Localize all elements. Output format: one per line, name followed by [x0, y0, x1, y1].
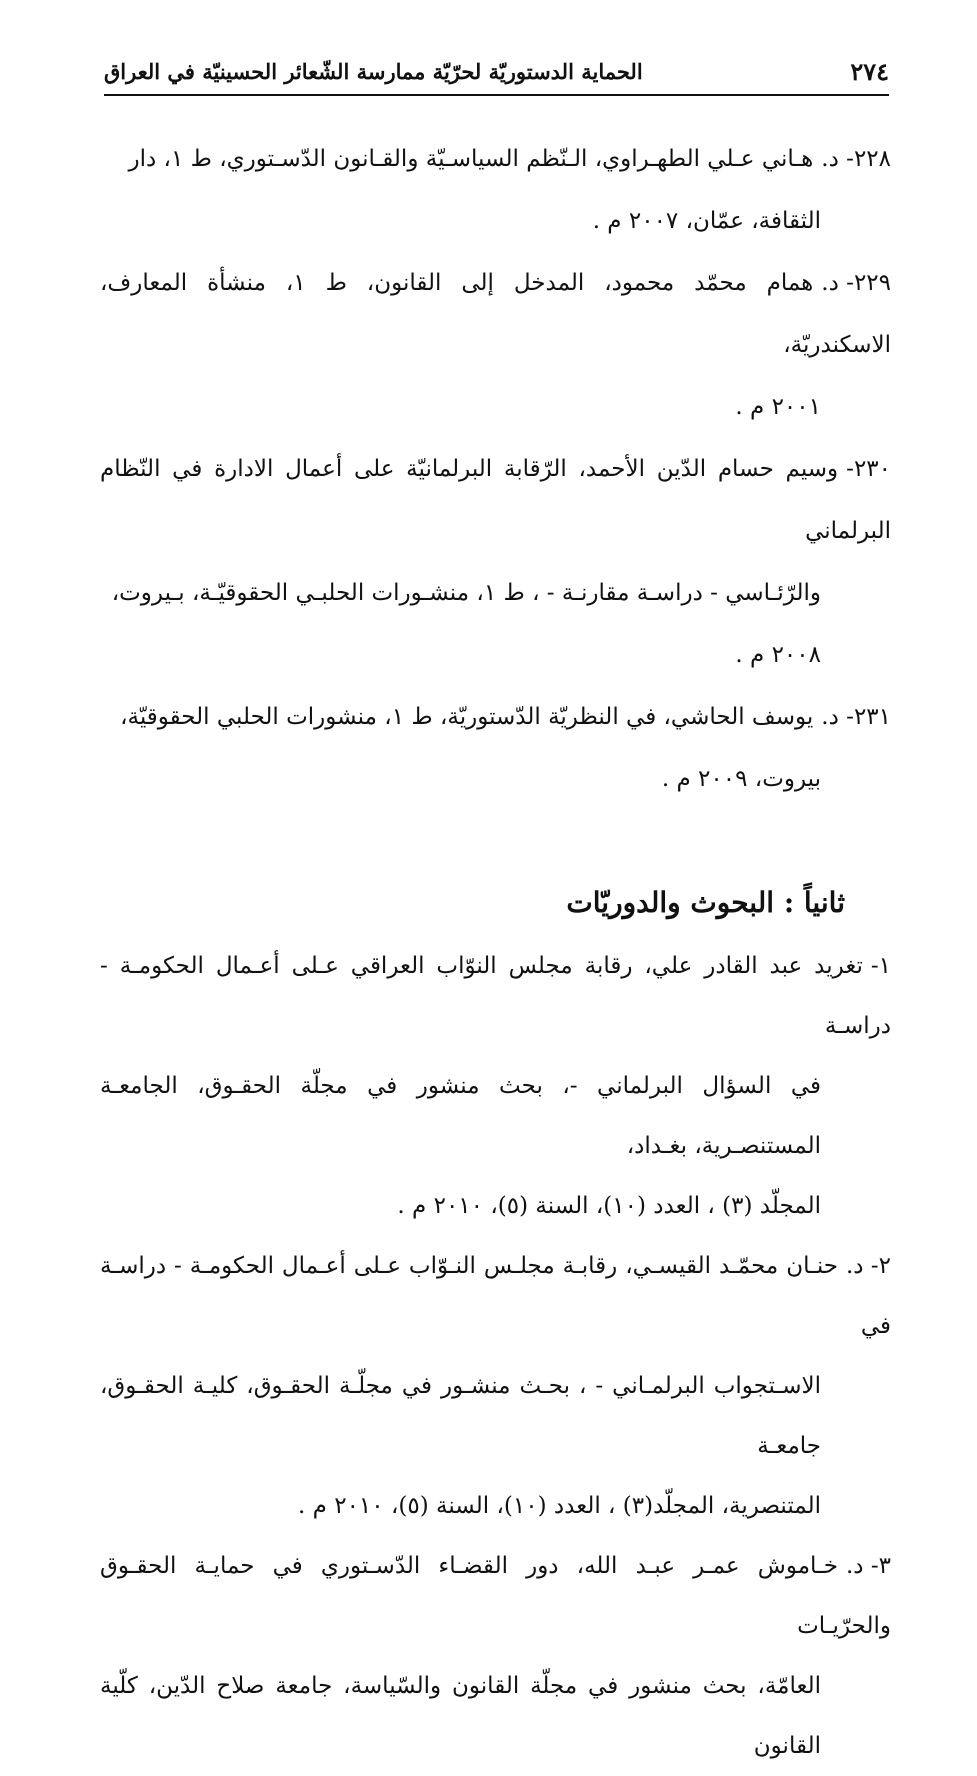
article-continuation: المجلّد (٣) ، العدد (١٠)، السنة (٥)، ٢٠١٠ م .: [397, 1193, 821, 1219]
article-text: تغريد عبد القادر علي، رقابة مجلس النوّاب العراقي عـلى أعـمال الحكومـة - دراسـة: [100, 953, 891, 1039]
reference-line: [100, 128, 891, 190]
reference-line: [100, 686, 891, 748]
section-heading: ثانياً : البحوث والدوريّات: [566, 886, 845, 919]
article-2: [100, 1236, 891, 1536]
running-header: [104, 48, 889, 96]
article-continuation: الاسـتجواب البرلمـاني - ، بحـث منشـور في مجلّـة الحقـوق، كليـة الحقـوق، جامعـة: [100, 1373, 821, 1459]
page-number: ٢٧٤: [850, 56, 889, 86]
reference-text: يوسف الحاشي، في النظريّة الدّستوريّة، ط ١، منشورات الحلبي الحقوقيّة،: [120, 704, 814, 730]
article-line: [100, 936, 891, 1056]
running-header-title: الحماية الدستوريّة لحرّيّة ممارسة الشّعائر الحسينيّة في العراق: [104, 58, 643, 84]
reference-number: ٢٢٨- د.: [821, 146, 891, 172]
reference-line: [100, 438, 891, 562]
article-text: خـاموش عمـر عبـد الله، دور القضـاء الدّسـتوري في حمايـة الحقـوق والحرّيـات: [100, 1553, 891, 1639]
reference-text: هـاني عـلي الطهـراوي، الـنّظم السياسـيّة والقـانون الدّسـتوري، ط ١، دار: [128, 146, 814, 172]
reference-number: ٢٢٩- د.: [821, 270, 891, 296]
page-body: [100, 128, 891, 1776]
reference-230: [100, 438, 891, 686]
article-1: [100, 936, 891, 1236]
reference-228: [100, 128, 891, 252]
article-text: حنـان محمّـد القيسـي، رقابـة مجلـس النـوّاب عـلى أعـمال الحكومـة - دراسـة في: [100, 1253, 891, 1339]
reference-number: ٢٣١- د.: [821, 704, 891, 730]
article-3: [100, 1536, 891, 1776]
article-line: [100, 1536, 891, 1656]
reference-text: وسيم حسام الدّين الأحمد، الرّقابة البرلمانيّة على أعمال الادارة في النّظام البرلماني: [100, 456, 891, 544]
article-continuation: المتنصرية، المجلّد(٣) ، العدد (١٠)، السنة (٥)، ٢٠١٠ م .: [298, 1493, 821, 1519]
article-continuation: في السؤال البرلماني -، بحث منشور في مجلّة الحقـوق، الجامعـة المستنصـرية، بغـداد،: [100, 1073, 821, 1159]
article-number: ٣- د.: [846, 1553, 891, 1579]
reference-continuation: ٢٠٠١ م .: [735, 394, 821, 420]
reference-229: [100, 252, 891, 438]
reference-continuation: ٢٠٠٨ م .: [735, 642, 821, 668]
article-line: [100, 1236, 891, 1356]
reference-continuation: الثقافة، عمّان، ٢٠٠٧ م .: [592, 208, 821, 234]
reference-231: [100, 686, 891, 810]
reference-number: ٢٣٠-: [846, 456, 891, 482]
reference-line: [100, 252, 891, 376]
reference-text: همام محمّد محمود، المدخل إلى القانون، ط ١، منشأة المعارف، الاسكندريّة،: [100, 270, 891, 358]
article-number: ٢- د.: [846, 1253, 891, 1279]
article-continuation: العامّة، بحث منشور في مجلّة القانون والسّياسة، جامعة صلاح الدّين، كلّية القانون: [100, 1673, 821, 1759]
article-number: ١-: [870, 953, 891, 979]
reference-continuation: بيروت، ٢٠٠٩ م .: [661, 766, 821, 792]
reference-continuation: والرّئـاسي - دراسـة مقارنـة - ، ط ١، منشـورات الحلبـي الحقوقيّـة، بـيروت،: [111, 580, 821, 606]
